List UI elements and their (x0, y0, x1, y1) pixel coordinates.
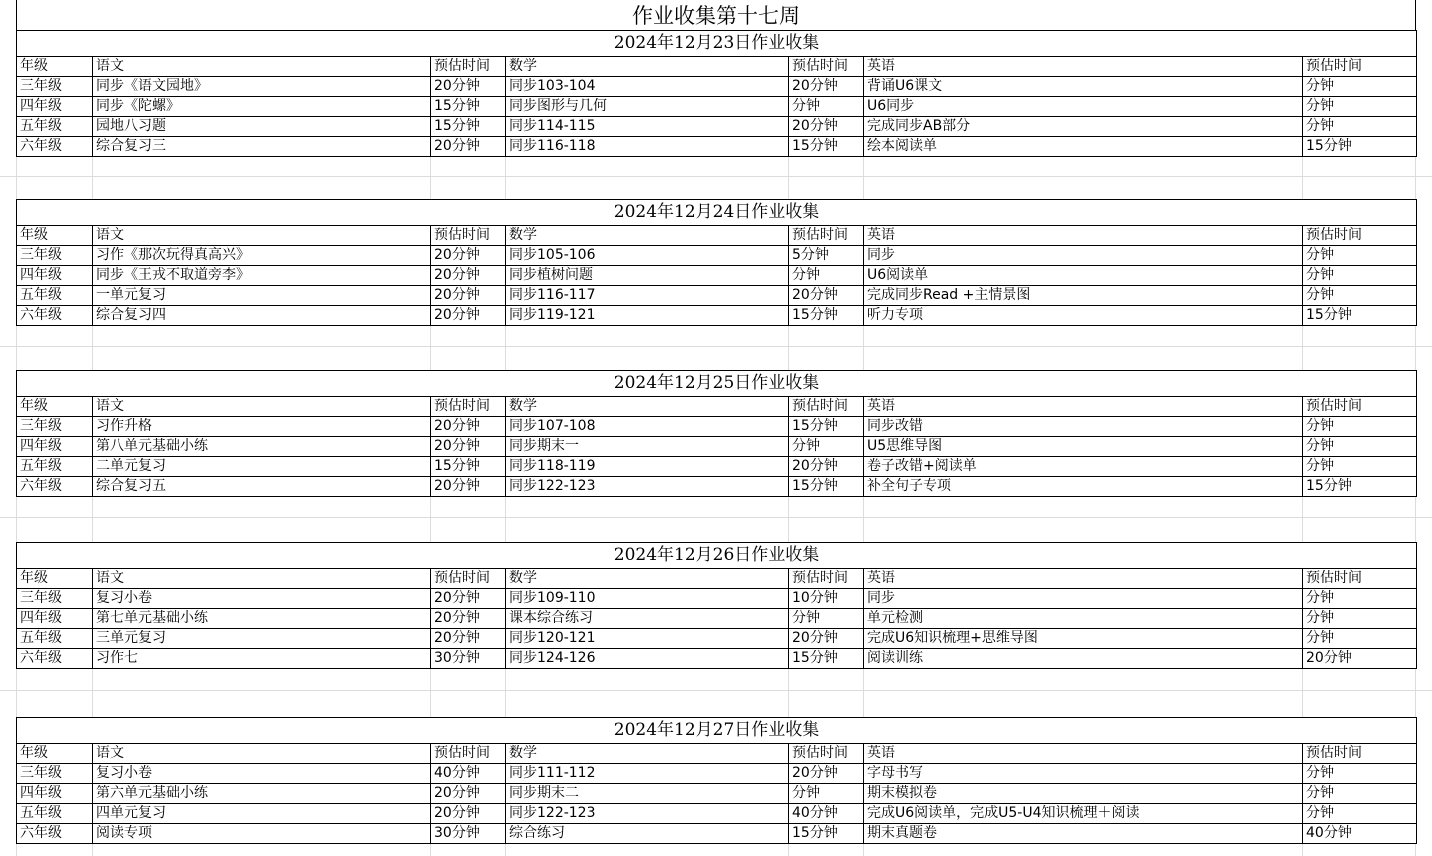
homework-table (16, 370, 1417, 497)
chinese-time-cell[interactable]: 30分钟 (431, 649, 506, 669)
english-task-cell[interactable]: 阅读训练 (864, 649, 1303, 669)
header-cell[interactable]: 预估时间 (431, 57, 506, 77)
header-cell[interactable]: 预估时间 (431, 397, 506, 417)
header-cell[interactable]: 预估时间 (431, 226, 506, 246)
header-cell[interactable]: 年级 (17, 397, 93, 417)
english-task-cell[interactable]: 补全句子专项 (864, 477, 1303, 497)
grade-cell[interactable]: 三年级 (17, 246, 93, 266)
table-row (17, 649, 1417, 669)
homework-table (16, 30, 1417, 157)
header-cell[interactable]: 预估时间 (789, 744, 864, 764)
chinese-time-cell[interactable]: 30分钟 (431, 824, 506, 844)
day-block (16, 370, 1416, 497)
math-task-cell[interactable]: 同步116-118 (506, 137, 789, 157)
chinese-task-cell[interactable]: 三单元复习 (93, 629, 431, 649)
header-cell[interactable]: 数学 (506, 397, 789, 417)
chinese-task-cell[interactable]: 习作升格 (93, 417, 431, 437)
chinese-time-cell[interactable]: 20分钟 (431, 629, 506, 649)
table-row (17, 824, 1417, 844)
chinese-task-cell[interactable]: 阅读专项 (93, 824, 431, 844)
math-task-cell[interactable]: 同步120-121 (506, 629, 789, 649)
header-cell[interactable]: 数学 (506, 57, 789, 77)
header-cell[interactable]: 数学 (506, 569, 789, 589)
math-time-cell[interactable]: 15分钟 (789, 824, 864, 844)
chinese-task-cell[interactable]: 综合复习五 (93, 477, 431, 497)
chinese-time-cell[interactable]: 20分钟 (431, 784, 506, 804)
math-time-cell[interactable]: 20分钟 (789, 764, 864, 784)
grade-cell[interactable]: 六年级 (17, 824, 93, 844)
grade-cell[interactable]: 四年级 (17, 609, 93, 629)
header-cell[interactable]: 年级 (17, 744, 93, 764)
chinese-time-cell[interactable]: 20分钟 (431, 286, 506, 306)
english-time-cell[interactable]: 15分钟 (1303, 137, 1417, 157)
english-task-cell[interactable]: 同步 (864, 589, 1303, 609)
date-title-cell[interactable]: 2024年12月27日作业收集 (17, 718, 1417, 744)
english-time-cell[interactable]: 分钟 (1303, 286, 1417, 306)
table-row (17, 117, 1417, 137)
table-row (17, 266, 1417, 286)
grade-cell[interactable]: 五年级 (17, 286, 93, 306)
grade-cell[interactable]: 五年级 (17, 457, 93, 477)
chinese-task-cell[interactable]: 同步《语文园地》 (93, 77, 431, 97)
english-task-cell[interactable]: 单元检测 (864, 609, 1303, 629)
header-row (17, 57, 1417, 77)
grade-cell[interactable]: 五年级 (17, 629, 93, 649)
math-time-cell[interactable]: 20分钟 (789, 77, 864, 97)
math-task-cell[interactable]: 同步122-123 (506, 477, 789, 497)
chinese-time-cell[interactable]: 20分钟 (431, 246, 506, 266)
header-cell[interactable]: 预估时间 (789, 57, 864, 77)
table-row (17, 97, 1417, 117)
chinese-time-cell[interactable]: 15分钟 (431, 117, 506, 137)
english-task-cell[interactable]: U6同步 (864, 97, 1303, 117)
date-title-row (17, 31, 1417, 57)
header-cell[interactable]: 年级 (17, 57, 93, 77)
day-block (16, 542, 1416, 669)
math-time-cell[interactable]: 10分钟 (789, 589, 864, 609)
english-task-cell[interactable]: 绘本阅读单 (864, 137, 1303, 157)
chinese-task-cell[interactable]: 二单元复习 (93, 457, 431, 477)
grade-cell[interactable]: 六年级 (17, 649, 93, 669)
chinese-time-cell[interactable]: 20分钟 (431, 437, 506, 457)
math-task-cell[interactable]: 同步111-112 (506, 764, 789, 784)
header-cell[interactable]: 语文 (93, 226, 431, 246)
table-row (17, 629, 1417, 649)
table-row (17, 246, 1417, 266)
english-task-cell[interactable]: 卷子改错+阅读单 (864, 457, 1303, 477)
table-row (17, 609, 1417, 629)
english-task-cell[interactable]: U5思维导图 (864, 437, 1303, 457)
english-time-cell[interactable]: 分钟 (1303, 77, 1417, 97)
chinese-task-cell[interactable]: 园地八习题 (93, 117, 431, 137)
header-cell[interactable]: 语文 (93, 397, 431, 417)
math-time-cell[interactable]: 分钟 (789, 437, 864, 457)
chinese-time-cell[interactable]: 20分钟 (431, 804, 506, 824)
grid-line (0, 690, 1432, 691)
table-row (17, 77, 1417, 97)
math-time-cell[interactable]: 15分钟 (789, 649, 864, 669)
english-task-cell[interactable]: 完成同步AB部分 (864, 117, 1303, 137)
english-task-cell[interactable]: 背诵U6课文 (864, 77, 1303, 97)
math-task-cell[interactable]: 课本综合练习 (506, 609, 789, 629)
english-task-cell[interactable]: 同步改错 (864, 417, 1303, 437)
header-cell[interactable]: 年级 (17, 569, 93, 589)
chinese-time-cell[interactable]: 20分钟 (431, 306, 506, 326)
header-cell[interactable]: 英语 (864, 57, 1303, 77)
table-row (17, 764, 1417, 784)
chinese-task-cell[interactable]: 同步《王戎不取道旁李》 (93, 266, 431, 286)
table-row (17, 417, 1417, 437)
homework-table (16, 717, 1417, 844)
header-cell[interactable]: 预估时间 (1303, 57, 1417, 77)
table-row (17, 137, 1417, 157)
chinese-task-cell[interactable]: 第八单元基础小练 (93, 437, 431, 457)
table-row (17, 286, 1417, 306)
grade-cell[interactable]: 三年级 (17, 589, 93, 609)
chinese-task-cell[interactable]: 综合复习四 (93, 306, 431, 326)
header-cell[interactable]: 语文 (93, 744, 431, 764)
chinese-task-cell[interactable]: 习作《那次玩得真高兴》 (93, 246, 431, 266)
math-task-cell[interactable]: 同步122-123 (506, 804, 789, 824)
english-time-cell[interactable]: 分钟 (1303, 417, 1417, 437)
header-cell[interactable]: 语文 (93, 569, 431, 589)
english-time-cell[interactable]: 20分钟 (1303, 649, 1417, 669)
math-task-cell[interactable]: 同步103-104 (506, 77, 789, 97)
english-time-cell[interactable]: 分钟 (1303, 804, 1417, 824)
english-time-cell[interactable]: 15分钟 (1303, 477, 1417, 497)
day-block (16, 199, 1416, 326)
chinese-time-cell[interactable]: 20分钟 (431, 477, 506, 497)
math-task-cell[interactable]: 同步105-106 (506, 246, 789, 266)
english-task-cell[interactable]: 期末真题卷 (864, 824, 1303, 844)
english-time-cell[interactable]: 分钟 (1303, 266, 1417, 286)
chinese-time-cell[interactable]: 20分钟 (431, 417, 506, 437)
homework-table (16, 199, 1417, 326)
math-task-cell[interactable]: 同步116-117 (506, 286, 789, 306)
math-task-cell[interactable]: 同步期末二 (506, 784, 789, 804)
date-title-row (17, 371, 1417, 397)
table-row (17, 804, 1417, 824)
grid-line (0, 346, 1432, 347)
grade-cell[interactable]: 五年级 (17, 117, 93, 137)
math-time-cell[interactable]: 40分钟 (789, 804, 864, 824)
math-time-cell[interactable]: 15分钟 (789, 137, 864, 157)
header-cell[interactable]: 英语 (864, 744, 1303, 764)
day-block (16, 30, 1416, 157)
header-cell[interactable]: 英语 (864, 226, 1303, 246)
table-row (17, 457, 1417, 477)
date-title-cell[interactable]: 2024年12月24日作业收集 (17, 200, 1417, 226)
math-task-cell[interactable]: 同步图形与几何 (506, 97, 789, 117)
date-title-row (17, 200, 1417, 226)
english-time-cell[interactable]: 分钟 (1303, 246, 1417, 266)
math-time-cell[interactable]: 20分钟 (789, 117, 864, 137)
chinese-time-cell[interactable]: 20分钟 (431, 77, 506, 97)
grade-cell[interactable]: 四年级 (17, 97, 93, 117)
header-cell[interactable]: 英语 (864, 397, 1303, 417)
header-cell[interactable]: 预估时间 (431, 569, 506, 589)
english-task-cell[interactable]: 期末模拟卷 (864, 784, 1303, 804)
english-task-cell[interactable]: U6阅读单 (864, 266, 1303, 286)
english-task-cell[interactable]: 完成U6知识梳理+思维导图 (864, 629, 1303, 649)
table-row (17, 437, 1417, 457)
header-cell[interactable]: 预估时间 (1303, 397, 1417, 417)
header-cell[interactable]: 预估时间 (789, 397, 864, 417)
date-title-cell[interactable]: 2024年12月25日作业收集 (17, 371, 1417, 397)
grade-cell[interactable]: 三年级 (17, 764, 93, 784)
header-cell[interactable]: 预估时间 (789, 226, 864, 246)
header-cell[interactable]: 预估时间 (1303, 569, 1417, 589)
header-cell[interactable]: 预估时间 (789, 569, 864, 589)
header-row (17, 744, 1417, 764)
math-task-cell[interactable]: 综合练习 (506, 824, 789, 844)
math-task-cell[interactable]: 同步124-126 (506, 649, 789, 669)
math-task-cell[interactable]: 同步114-115 (506, 117, 789, 137)
grade-cell[interactable]: 四年级 (17, 266, 93, 286)
grade-cell[interactable]: 五年级 (17, 804, 93, 824)
math-task-cell[interactable]: 同步119-121 (506, 306, 789, 326)
grid-line (0, 517, 1432, 518)
math-time-cell[interactable]: 5分钟 (789, 246, 864, 266)
math-time-cell[interactable]: 15分钟 (789, 417, 864, 437)
english-task-cell[interactable]: 完成同步Read +主情景图 (864, 286, 1303, 306)
header-cell[interactable]: 数学 (506, 226, 789, 246)
date-title-row (17, 718, 1417, 744)
table-row (17, 589, 1417, 609)
math-time-cell[interactable]: 分钟 (789, 266, 864, 286)
header-cell[interactable]: 英语 (864, 569, 1303, 589)
english-time-cell[interactable]: 分钟 (1303, 784, 1417, 804)
table-row (17, 477, 1417, 497)
chinese-time-cell[interactable]: 40分钟 (431, 764, 506, 784)
header-row (17, 397, 1417, 417)
english-task-cell[interactable]: 字母书写 (864, 764, 1303, 784)
chinese-time-cell[interactable]: 20分钟 (431, 266, 506, 286)
header-row (17, 226, 1417, 246)
chinese-task-cell[interactable]: 综合复习三 (93, 137, 431, 157)
english-time-cell[interactable]: 分钟 (1303, 629, 1417, 649)
grade-cell[interactable]: 四年级 (17, 784, 93, 804)
math-task-cell[interactable]: 同步109-110 (506, 589, 789, 609)
english-time-cell[interactable]: 分钟 (1303, 589, 1417, 609)
math-task-cell[interactable]: 同步107-108 (506, 417, 789, 437)
grade-cell[interactable]: 六年级 (17, 137, 93, 157)
math-task-cell[interactable]: 同步118-119 (506, 457, 789, 477)
math-task-cell[interactable]: 同步期末一 (506, 437, 789, 457)
math-time-cell[interactable]: 15分钟 (789, 477, 864, 497)
english-time-cell[interactable]: 分钟 (1303, 117, 1417, 137)
header-cell[interactable]: 语文 (93, 57, 431, 77)
chinese-task-cell[interactable]: 复习小卷 (93, 764, 431, 784)
math-time-cell[interactable]: 分钟 (789, 609, 864, 629)
chinese-time-cell[interactable]: 20分钟 (431, 609, 506, 629)
chinese-task-cell[interactable]: 四单元复习 (93, 804, 431, 824)
english-time-cell[interactable]: 分钟 (1303, 764, 1417, 784)
english-time-cell[interactable]: 分钟 (1303, 609, 1417, 629)
chinese-task-cell[interactable]: 一单元复习 (93, 286, 431, 306)
grade-cell[interactable]: 六年级 (17, 477, 93, 497)
math-time-cell[interactable]: 分钟 (789, 97, 864, 117)
day-block (16, 717, 1416, 844)
english-time-cell[interactable]: 分钟 (1303, 457, 1417, 477)
table-row (17, 306, 1417, 326)
chinese-time-cell[interactable]: 20分钟 (431, 589, 506, 609)
chinese-time-cell[interactable]: 15分钟 (431, 97, 506, 117)
math-time-cell[interactable]: 20分钟 (789, 286, 864, 306)
sheet-title[interactable]: 作业收集第十七周 (16, 0, 1416, 30)
date-title-cell[interactable]: 2024年12月23日作业收集 (17, 31, 1417, 57)
english-time-cell[interactable]: 15分钟 (1303, 306, 1417, 326)
grade-cell[interactable]: 六年级 (17, 306, 93, 326)
english-time-cell[interactable]: 分钟 (1303, 97, 1417, 117)
grade-cell[interactable]: 三年级 (17, 77, 93, 97)
chinese-task-cell[interactable]: 同步《陀螺》 (93, 97, 431, 117)
header-cell[interactable]: 预估时间 (431, 744, 506, 764)
chinese-task-cell[interactable]: 第七单元基础小练 (93, 609, 431, 629)
english-task-cell[interactable]: 听力专项 (864, 306, 1303, 326)
grade-cell[interactable]: 四年级 (17, 437, 93, 457)
date-title-cell[interactable]: 2024年12月26日作业收集 (17, 543, 1417, 569)
table-row (17, 784, 1417, 804)
english-task-cell[interactable]: 同步 (864, 246, 1303, 266)
chinese-task-cell[interactable]: 复习小卷 (93, 589, 431, 609)
math-time-cell[interactable]: 分钟 (789, 784, 864, 804)
header-cell[interactable]: 预估时间 (1303, 226, 1417, 246)
homework-table (16, 542, 1417, 669)
english-task-cell[interactable]: 完成U6阅读单，完成U5-U4知识梳理＋阅读 (864, 804, 1303, 824)
grid-line (0, 176, 1432, 177)
english-time-cell[interactable]: 40分钟 (1303, 824, 1417, 844)
header-cell[interactable]: 数学 (506, 744, 789, 764)
math-task-cell[interactable]: 同步植树问题 (506, 266, 789, 286)
chinese-time-cell[interactable]: 20分钟 (431, 137, 506, 157)
chinese-task-cell[interactable]: 第六单元基础小练 (93, 784, 431, 804)
header-row (17, 569, 1417, 589)
english-time-cell[interactable]: 分钟 (1303, 437, 1417, 457)
date-title-row (17, 543, 1417, 569)
chinese-time-cell[interactable]: 15分钟 (431, 457, 506, 477)
header-cell[interactable]: 预估时间 (1303, 744, 1417, 764)
header-cell[interactable]: 年级 (17, 226, 93, 246)
math-time-cell[interactable]: 15分钟 (789, 306, 864, 326)
chinese-task-cell[interactable]: 习作七 (93, 649, 431, 669)
grade-cell[interactable]: 三年级 (17, 417, 93, 437)
math-time-cell[interactable]: 20分钟 (789, 457, 864, 477)
math-time-cell[interactable]: 20分钟 (789, 629, 864, 649)
